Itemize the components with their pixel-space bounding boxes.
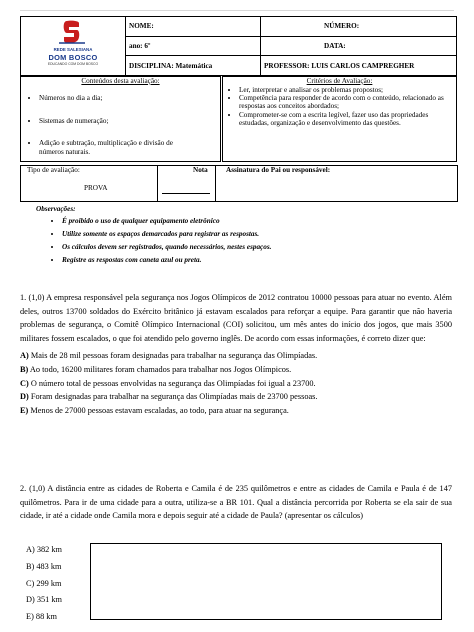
option-d[interactable]	[20, 390, 452, 404]
option-b[interactable]	[26, 559, 62, 576]
option-text: Menos de 27000 pessoas estavam escaladas, ao todo, para atuar na segurança.	[28, 406, 289, 416]
numero-label: NÚMERO:	[324, 22, 360, 31]
ano-field	[126, 36, 261, 56]
criterios-list	[223, 86, 456, 127]
option-text: 483 km	[34, 561, 62, 571]
option-text: Ao todo, 16200 militares foram chamados para trabalhar nos Jogos Olímpicos.	[28, 365, 292, 375]
option-letter: C)	[26, 578, 35, 588]
question-2-options	[26, 542, 62, 626]
question-1-text: 1. (1,0) A empresa responsável pela segurança nos Jogos Olímpicos de 2012 contratou 10000 pessoas para atuar no evento. Além deles, outros 13700 soldados do Exército britânico já estavam escalados para reforçar a equipe. Para garantir que não haveria problemas de segurança, o Comitê Olímpico Internacional (COI) solicitou, um mês antes do início dos jogos, que mais 3500 militares fossem escalados, o que foi atendido pelo governo inglês. De acordo com essas informações, é correto dizer que:	[20, 293, 452, 343]
option-text: 351 km	[34, 595, 62, 605]
option-letter: A)	[20, 351, 29, 361]
logo-school-name: DOM BOSCO	[48, 53, 98, 62]
option-letter: B)	[26, 561, 35, 571]
conteudos-list	[21, 94, 220, 156]
option-letter: D)	[26, 595, 35, 605]
question-1-options	[20, 349, 452, 418]
question-2-text: 2. (1,0) A distância entre as cidades de Roberta e Camila é de 235 quilômetros e entre as cidades de Camila e Paula é de 147 quilômetros. Para ir de uma cidade para a outra, utiliza-se a BR 101. Qual a distância percorrida por Roberta se ela sair de sua cidade, ir até a cidade onde Camila mora e depois seguir até a cidade de Paula? (apresentar os cálculos)	[20, 484, 452, 521]
top-rule	[20, 10, 454, 11]
nome-label: NOME:	[129, 22, 154, 31]
option-text: Foram designadas para trabalhar na segurança das Olimpíadas mais de 23700 pessoas.	[28, 392, 318, 402]
option-text: 382 km	[34, 545, 62, 554]
logo-emblem-icon	[57, 19, 87, 45]
ano-label: ano: 6º	[129, 41, 151, 50]
divider	[157, 165, 158, 202]
nota-line[interactable]	[162, 193, 210, 194]
conteudo-item: • Números no dia a dia;	[39, 94, 220, 103]
option-e[interactable]	[26, 609, 62, 626]
observacoes-list	[36, 215, 271, 267]
criterio-item: • Ler, interpretar e analisar os problemas propostos;	[239, 86, 456, 94]
question-1	[20, 291, 452, 418]
option-letter: E)	[20, 406, 29, 416]
observacoes-section	[36, 204, 271, 267]
nome-field[interactable]	[126, 17, 261, 37]
observacao-item: • É proibido o uso de qualquer equipamento eletrônico	[62, 215, 271, 228]
option-text: 299 km	[34, 578, 62, 588]
professor-field	[261, 56, 457, 76]
option-d[interactable]	[26, 592, 62, 609]
logo-network-text: REDE SALESIANA	[53, 47, 93, 52]
conteudos-title: Conteúdos desta avaliação:	[81, 77, 160, 85]
option-letter: D)	[20, 392, 29, 402]
question-2	[20, 482, 452, 523]
criterio-item: • Competência para responder de acordo com o conteúdo, relacionado as respostas aos conceitos abordados;	[239, 94, 456, 110]
assinatura-label: Assinatura do Pai ou responsável:	[226, 166, 331, 174]
header-table	[20, 16, 457, 76]
observacao-item: • Registre as respostas com caneta azul ou preta.	[62, 254, 271, 267]
option-c[interactable]	[20, 377, 452, 391]
conteudos-box	[20, 76, 221, 162]
option-letter: E)	[26, 612, 34, 622]
disciplina-field	[126, 56, 261, 76]
conteudo-item: • Adição e subtração, multiplicação e divisão de números naturais.	[39, 139, 189, 156]
option-a[interactable]	[26, 542, 62, 559]
nota-label: Nota	[193, 166, 208, 174]
numero-field[interactable]	[261, 17, 457, 37]
criterio-item: • Comprometer-se com a escrita legível, fazer uso das propriedades estudadas, organização e desenvolvimento das questões.	[239, 111, 456, 127]
tipo-value: PROVA	[84, 184, 108, 192]
option-a[interactable]	[20, 349, 452, 363]
data-label: DATA:	[324, 41, 346, 50]
calculation-box[interactable]	[90, 543, 442, 620]
option-text: Mais de 28 mil pessoas foram designadas para trabalhar na segurança das Olimpíadas.	[28, 351, 318, 361]
conteudo-item: • Sistemas de numeração;	[39, 117, 220, 126]
school-logo	[21, 17, 126, 76]
tipo-label: Tipo de avaliação:	[27, 166, 80, 174]
option-text: 88 km	[33, 612, 57, 622]
option-letter: A)	[26, 545, 35, 554]
disciplina-label: DISCIPLINA: Matemática	[129, 61, 213, 70]
logo-motto: EDUCANDO COM DOM BOSCO	[47, 62, 99, 66]
option-e[interactable]	[20, 404, 452, 418]
observacoes-label: Observações:	[36, 205, 76, 213]
criterios-box	[222, 76, 457, 162]
option-letter: B)	[20, 365, 29, 375]
option-text: O número total de pessoas envolvidas na segurança das Olimpíadas foi igual a 23700.	[28, 378, 316, 388]
observacao-item: • Os cálculos devem ser registrados, quando necessários, nestes espaços.	[62, 241, 271, 254]
option-letter: C)	[20, 378, 29, 388]
option-c[interactable]	[26, 576, 62, 593]
observacao-item: • Utilize somente os espaços demarcados para registrar as respostas.	[62, 228, 271, 241]
criterios-title: Critérios de Avaliação:	[306, 77, 373, 85]
divider	[215, 165, 216, 202]
professor-label: PROFESSOR: LUIS CARLOS CAMPREGHER	[264, 61, 415, 70]
option-b[interactable]	[20, 363, 452, 377]
data-field[interactable]	[261, 36, 457, 56]
